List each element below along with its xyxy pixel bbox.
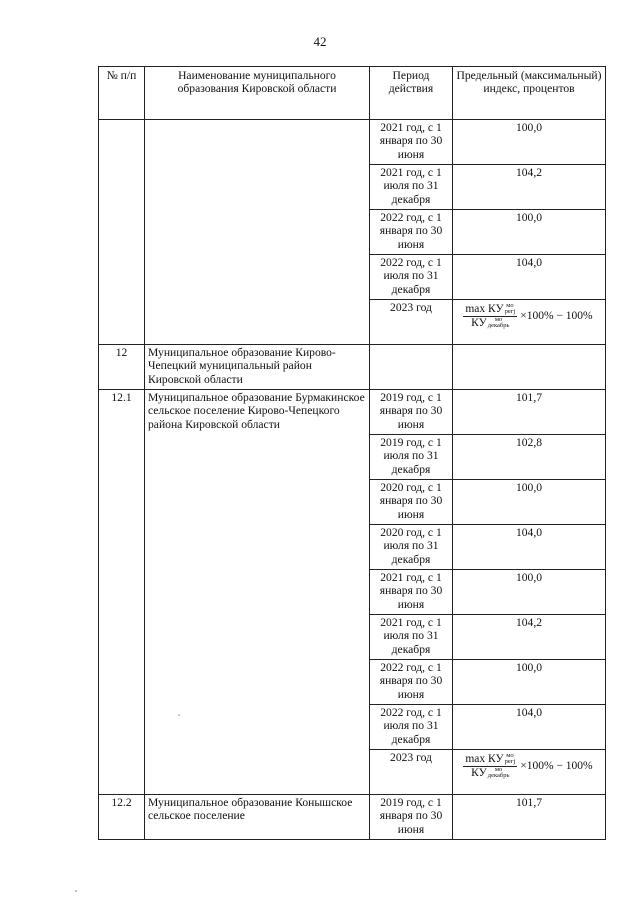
index-cell [453,750,606,795]
formula-max: max [465,303,486,315]
index-cell: 101,7 [453,390,606,435]
index-cell: 100,0 [453,480,606,525]
formula-denominator [469,317,511,330]
row-number: 12.1 [99,390,145,795]
period-cell: 2022 год, с 1 июля по 31 декабря [370,255,453,300]
municipality-name [145,120,370,345]
header-index: Предельный (максимальный) индекс, процентов [453,67,606,120]
formula-sub: декабрь [487,772,510,780]
index-cell [453,345,606,390]
period-cell: 2019 год, с 1 июля по 31 декабря [370,435,453,480]
municipality-name: Муниципальное образование Конышское сельское поселение [145,795,370,840]
index-cell: 100,0 [453,120,606,165]
period-cell: 2020 год, с 1 июля по 31 декабря [370,525,453,570]
formula-ku: КУ [471,767,487,779]
formula-indices [488,767,510,779]
period-cell: 2019 год, с 1 января по 30 июня [370,390,453,435]
period-cell: 2022 год, с 1 января по 30 июня [370,210,453,255]
index-cell [453,300,606,345]
index-cell: 100,0 [453,210,606,255]
formula-sub: регј [504,758,516,766]
formula-numerator [463,303,517,317]
scan-speck [178,714,180,716]
formula-ku: КУ [471,317,487,329]
header-num: № п/п [99,67,145,120]
formula-denominator [469,767,511,780]
header-period: Период действия [370,67,453,120]
scan-mark [75,890,77,892]
index-cell: 102,8 [453,435,606,480]
formula-indices [488,317,510,329]
table-row [99,390,606,435]
period-cell: 2021 год, с 1 июля по 31 декабря [370,615,453,660]
municipality-name: Муниципальное образование Бурмакинское сельское поселение Кирово-Чепецкого района Кировской области [145,390,370,795]
table-row [99,795,606,840]
index-cell: 104,0 [453,705,606,750]
index-cell: 100,0 [453,570,606,615]
formula-ku: КУ [488,303,504,315]
period-cell: 2022 год, с 1 июля по 31 декабря [370,705,453,750]
tariff-index-table [98,66,606,840]
index-cell: 100,0 [453,660,606,705]
formula-sub: регј [504,308,516,316]
period-cell: 2019 год, с 1 января по 30 июня [370,795,453,840]
municipality-name: Муниципальное образование Кирово-Чепецкий муниципальный район Кировской области [145,345,370,390]
formula-sup: мо [494,766,503,774]
formula-fraction [463,753,517,780]
page-number: 42 [313,34,327,49]
period-cell: 2023 год [370,750,453,795]
period-cell: 2023 год [370,300,453,345]
formula-indices [505,753,516,765]
formula-sup: мо [494,316,503,324]
row-number: 12.2 [99,795,145,840]
index-cell: 104,0 [453,525,606,570]
formula-max: max [465,753,486,765]
header-name: Наименование муниципального образования Кировской области [145,67,370,120]
period-cell: 2021 год, с 1 января по 30 июня [370,570,453,615]
table-header-row [99,67,606,120]
formula-tail: ×100% − 100% [520,309,593,322]
formula-sup: мо [506,302,514,310]
formula-fraction [463,303,517,330]
index-formula [463,753,592,780]
formula-sup: мо [506,752,514,760]
formula-sub: декабрь [487,322,510,330]
formula-tail: ×100% − 100% [520,759,593,772]
index-cell: 104,2 [453,165,606,210]
period-cell: 2020 год, с 1 января по 30 июня [370,480,453,525]
table-body [99,120,606,840]
row-number [99,120,145,345]
period-cell: 2021 год, с 1 июля по 31 декабря [370,165,453,210]
index-cell: 104,2 [453,615,606,660]
row-number: 12 [99,345,145,390]
table-row [99,345,606,390]
formula-indices [505,303,516,315]
formula-ku: КУ [488,753,504,765]
period-cell: 2021 год, с 1 января по 30 июня [370,120,453,165]
index-formula [463,303,592,330]
table-row [99,120,606,165]
period-cell [370,345,453,390]
period-cell: 2022 год, с 1 января по 30 июня [370,660,453,705]
index-cell: 104,0 [453,255,606,300]
index-cell: 101,7 [453,795,606,840]
formula-numerator [463,753,517,767]
